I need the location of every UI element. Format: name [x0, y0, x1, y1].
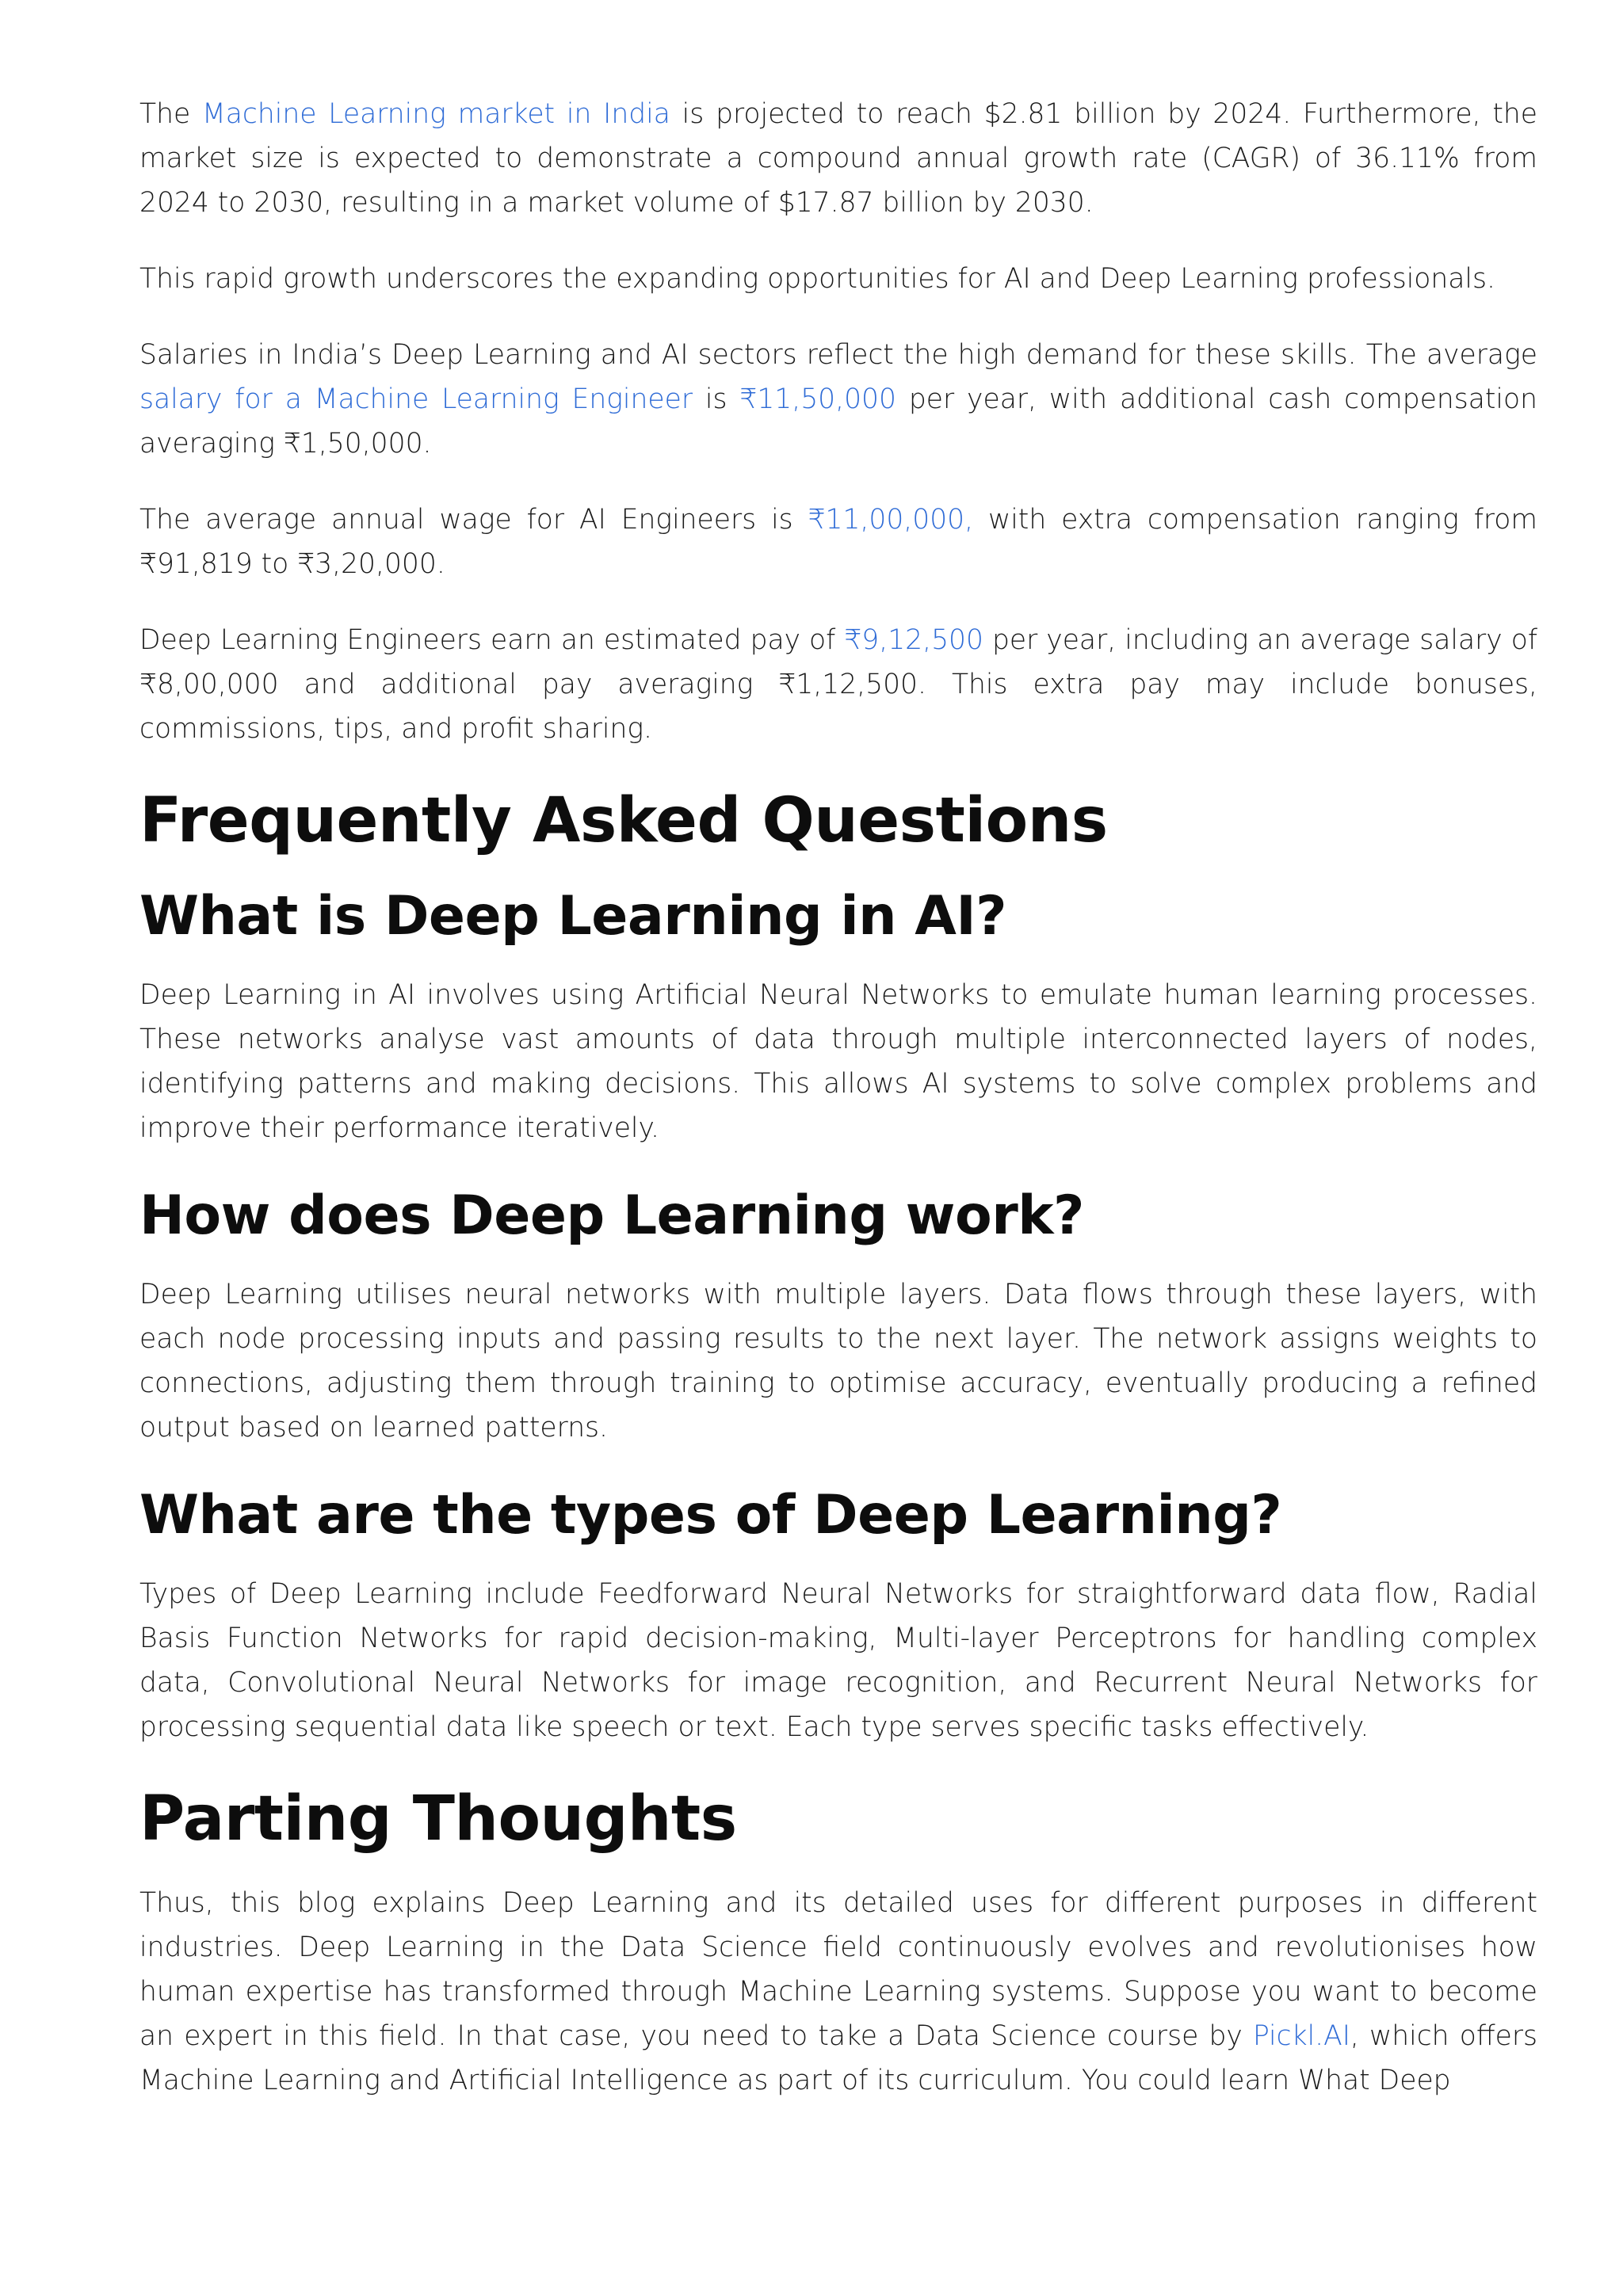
ai-engineer-text-1: The average annual wage for AI Engineers is	[139, 504, 808, 536]
salary-paragraph	[139, 333, 1537, 466]
dl-engineer-paragraph	[139, 618, 1537, 751]
salary-text-3: per year, with additional cash compensation averaging ₹1,50,000.	[139, 383, 1537, 460]
ai-engineer-paragraph	[139, 498, 1537, 586]
parting-text-2: , which offers Machine Learning and Artificial Intelligence as part of its curriculum. You could learn What Deep	[139, 2020, 1537, 2096]
ai-engineer-text-2: with extra compensation ranging from ₹91,819 to ₹3,20,000.	[139, 504, 1537, 580]
ml-market-india-link[interactable]: Machine Learning market in India	[202, 98, 670, 130]
document-page	[139, 92, 1537, 2134]
faq-answer-2: Deep Learning utilises neural networks with multiple layers. Data flows through these layers, with each node processing inputs and passing results to the next layer. The network assigns weights to connections, adjusting them through training to optimise accuracy, eventually producing a refined output based on learned patterns.	[139, 1279, 1537, 1444]
faq-heading: Frequently Asked Questions	[139, 785, 1108, 856]
faq-question-3: What are the types of Deep Learning?	[139, 1484, 1282, 1547]
dl-engineer-text-2: per year, including an average salary of ₹8,00,000 and additional pay averaging ₹1,12,500. This extra pay may include bonuses, commissions, tips, and profit sharing.	[139, 624, 1537, 745]
parting-text-1: Thus, this blog explains Deep Learning and its detailed uses for different purposes in different industries. Deep Learning in the Data Science field continuously evolves and revolutionises how human expertise has transformed through Machine Learning systems. Suppose you want to become an expert in this field. In that case, you need to take a Data Science course by	[139, 1887, 1537, 2052]
faq-answer-3: Types of Deep Learning include Feedforward Neural Networks for straightforward data flow, Radial Basis Function Networks for rapid decision-making, Multi-layer Perceptrons for handling complex data, Convolutional Neural Networks for image recognition, and Recurrent Neural Networks for processing sequential data like speech or text. Each type serves specific tasks effectively.	[139, 1578, 1537, 1743]
pickl-ai-link[interactable]: Pickl.AI	[1252, 2020, 1350, 2052]
faq-question-1: What is Deep Learning in AI?	[139, 885, 1007, 948]
ml-engineer-salary-link[interactable]: salary for a Machine Learning Engineer	[139, 383, 693, 415]
salary-text-1: Salaries in India’s Deep Learning and AI sectors reflect the high demand for these skills. The average	[139, 339, 1537, 371]
ml-engineer-salary-amount-link[interactable]: ₹11,50,000	[739, 383, 896, 415]
market-prefix: The	[139, 98, 202, 130]
faq-question-2: How does Deep Learning work?	[139, 1184, 1084, 1247]
ai-engineer-wage-link[interactable]: ₹11,00,000,	[808, 504, 974, 536]
parting-thoughts-heading: Parting Thoughts	[139, 1783, 737, 1855]
salary-text-2: is	[693, 383, 740, 415]
market-suffix: is projected to reach $2.81 billion by 2024. Furthermore, the market size is expected to demonstrate a compound annual growth rate (CAGR) of 36.11% from 2024 to 2030, resulting in a market volume of $17.87 billion by 2030.	[139, 98, 1538, 219]
market-paragraph	[139, 92, 1537, 225]
growth-paragraph: This rapid growth underscores the expanding opportunities for AI and Deep Learning professionals.	[139, 263, 1495, 295]
dl-engineer-pay-link[interactable]: ₹9,12,500	[844, 624, 983, 656]
parting-paragraph	[139, 1881, 1537, 2103]
dl-engineer-text-1: Deep Learning Engineers earn an estimated pay of	[139, 624, 845, 656]
faq-answer-1: Deep Learning in AI involves using Artificial Neural Networks to emulate human learning processes. These networks analyse vast amounts of data through multiple interconnected layers of nodes, identifying patterns and making decisions. This allows AI systems to solve complex problems and improve their performance iteratively.	[139, 979, 1537, 1144]
